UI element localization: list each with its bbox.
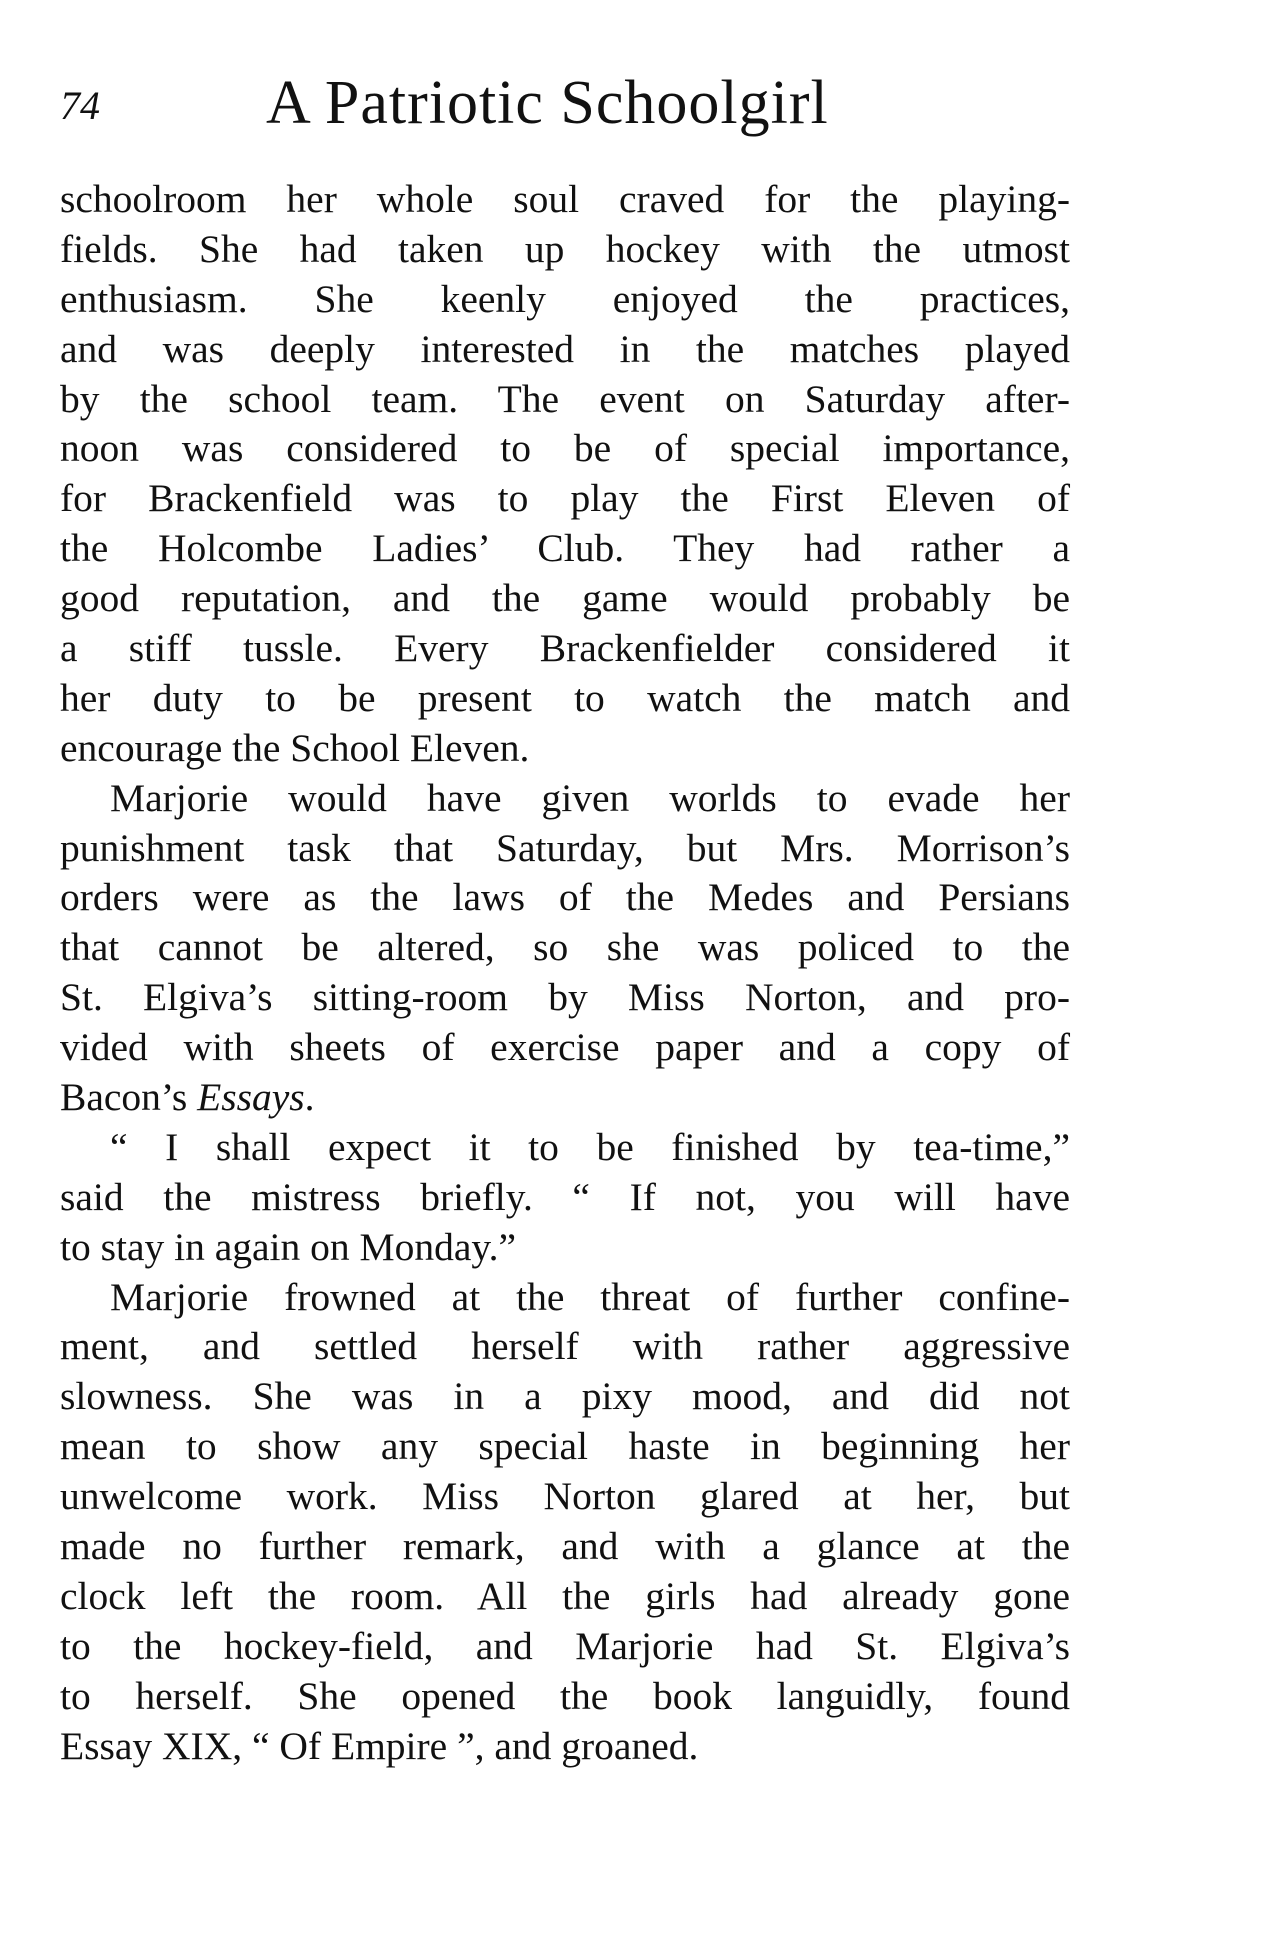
text-line	[60, 1223, 1070, 1273]
line-text: “ I shall expect it to be finished by tea-time,”	[110, 1124, 1070, 1169]
line-text: to the hockey-field, and Marjorie had St. Elgiva’s	[60, 1623, 1070, 1668]
line-text: made no further remark, and with a glance at the	[60, 1524, 1070, 1569]
text-line	[60, 1173, 1070, 1223]
line-text: by the school team. The event on Saturday after-	[60, 376, 1070, 421]
line-text: vided with sheets of exercise paper and a copy of	[60, 1025, 1070, 1070]
text-line	[60, 1322, 1070, 1372]
line-text: clock left the room. All the girls had already gone	[60, 1573, 1070, 1618]
line-text: unwelcome work. Miss Norton glared at her, but	[60, 1474, 1070, 1519]
text-line	[60, 1472, 1070, 1522]
text-line	[60, 375, 1070, 425]
line-text: the Holcombe Ladies’ Club. They had rather a	[60, 526, 1070, 571]
text-line	[60, 1572, 1070, 1622]
line-text: and was deeply interested in the matches played	[60, 326, 1070, 371]
text-line	[60, 674, 1070, 724]
line-text: good reputation, and the game would probably be	[60, 576, 1070, 621]
line-text: fields. She had taken up hockey with the utmost	[60, 226, 1070, 271]
text-line	[60, 1522, 1070, 1572]
running-title: A Patriotic Schoolgirl	[266, 69, 829, 137]
text-line	[60, 1672, 1070, 1722]
text-line	[60, 1123, 1070, 1173]
text-line	[60, 624, 1070, 674]
text-line	[60, 973, 1070, 1023]
line-text: for Brackenfield was to play the First Eleven of	[60, 476, 1070, 521]
line-text: enthusiasm. She keenly enjoyed the practices,	[60, 276, 1070, 321]
text-line	[60, 474, 1070, 524]
text-line	[60, 424, 1070, 474]
text-line	[60, 574, 1070, 624]
italic-title: Essays	[197, 1075, 305, 1120]
text-line	[60, 325, 1070, 375]
body-text	[60, 175, 1070, 1772]
line-text: encourage the School Eleven.	[60, 725, 530, 770]
text-line	[60, 774, 1070, 824]
line-text: Marjorie would have given worlds to evade her	[110, 775, 1070, 820]
text-line	[60, 1422, 1070, 1472]
line-text: noon was considered to be of special importance,	[60, 426, 1070, 471]
line-text: Marjorie frowned at the threat of further confine-	[110, 1274, 1070, 1319]
text-line	[60, 1023, 1070, 1073]
text-line	[60, 824, 1070, 874]
text-line	[60, 1722, 1070, 1772]
line-text: said the mistress briefly. “ If not, you will have	[60, 1174, 1070, 1219]
line-text: to herself. She opened the book languidly, found	[60, 1673, 1070, 1718]
text-line	[60, 524, 1070, 574]
line-text: Essay XIX, “ Of Empire ”, and groaned.	[60, 1723, 699, 1768]
line-text: Bacon’s	[60, 1075, 198, 1120]
line-text: ment, and settled herself with rather aggressive	[60, 1324, 1070, 1369]
text-line	[60, 1273, 1070, 1323]
page-number: 74	[60, 83, 100, 128]
line-text: .	[304, 1075, 315, 1120]
line-text: mean to show any special haste in beginning her	[60, 1424, 1070, 1469]
text-line	[60, 873, 1070, 923]
text-line	[60, 275, 1070, 325]
line-text: orders were as the laws of the Medes and Persians	[60, 875, 1070, 920]
line-text: to stay in again on Monday.”	[60, 1224, 516, 1269]
text-line	[60, 175, 1070, 225]
text-line	[60, 225, 1070, 275]
line-text: St. Elgiva’s sitting-room by Miss Norton, and pro-	[60, 975, 1070, 1020]
text-line	[60, 1073, 1070, 1123]
text-line	[60, 1372, 1070, 1422]
text-line	[60, 923, 1070, 973]
text-line	[60, 1622, 1070, 1672]
line-text: schoolroom her whole soul craved for the playing-	[60, 177, 1070, 221]
line-text: that cannot be altered, so she was policed to the	[60, 925, 1070, 970]
line-text: punishment task that Saturday, but Mrs. Morrison’s	[60, 825, 1070, 870]
text-line	[60, 724, 1070, 774]
line-text: a stiff tussle. Every Brackenfielder considered it	[60, 626, 1070, 671]
line-text: her duty to be present to watch the match and	[60, 675, 1070, 720]
line-text: slowness. She was in a pixy mood, and did not	[60, 1374, 1070, 1419]
